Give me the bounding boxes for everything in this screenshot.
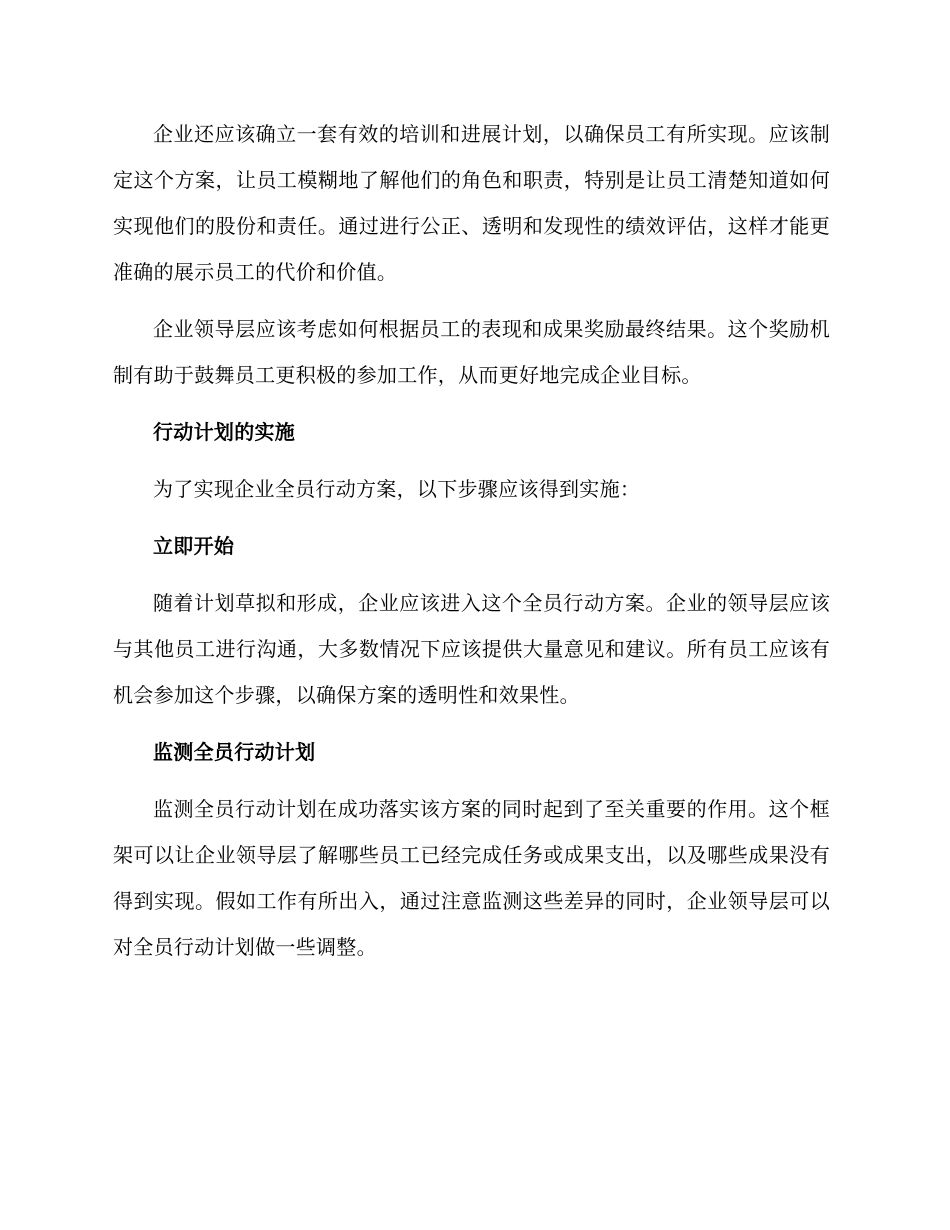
paragraph-start-immediately: 随着计划草拟和形成，企业应该进入这个全员行动方案。企业的领导层应该与其他员工进行沟通，大多数情况下应该提供大量意见和建议。所有员工应该有机会参加这个步骤，以确保方案的透明性和效果性。 (113, 591, 830, 707)
heading-action-plan-implementation: 行动计划的实施 (153, 420, 296, 444)
paragraph-training-plan: 企业还应该确立一套有效的培训和进展计划，以确保员工有所实现。应该制定这个方案，让员工模糊地了解他们的角色和职责，特别是让员工清楚知道如何实现他们的股份和责任。通过进行公正、透明和发现性的绩效评估，这样才能更准确的展示员工的代价和价值。 (113, 122, 830, 284)
heading-monitor-action-plan: 监测全员行动计划 (153, 740, 316, 764)
paragraph-monitor-action-plan: 监测全员行动计划在成功落实该方案的同时起到了至关重要的作用。这个框架可以让企业领导层了解哪些员工已经完成任务或成果支出，以及哪些成果没有得到实现。假如工作有所出入，通过注意监测这些差异的同时，企业领导层可以对全员行动计划做一些调整。 (113, 797, 830, 959)
paragraph-reward-mechanism: 企业领导层应该考虑如何根据员工的表现和成果奖励最终结果。这个奖励机制有助于鼓舞员工更积极的参加工作，从而更好地完成企业目标。 (113, 317, 830, 387)
heading-start-immediately: 立即开始 (153, 534, 235, 558)
paragraph-implementation-intro: 为了实现企业全员行动方案，以下步骤应该得到实施： (153, 477, 641, 501)
